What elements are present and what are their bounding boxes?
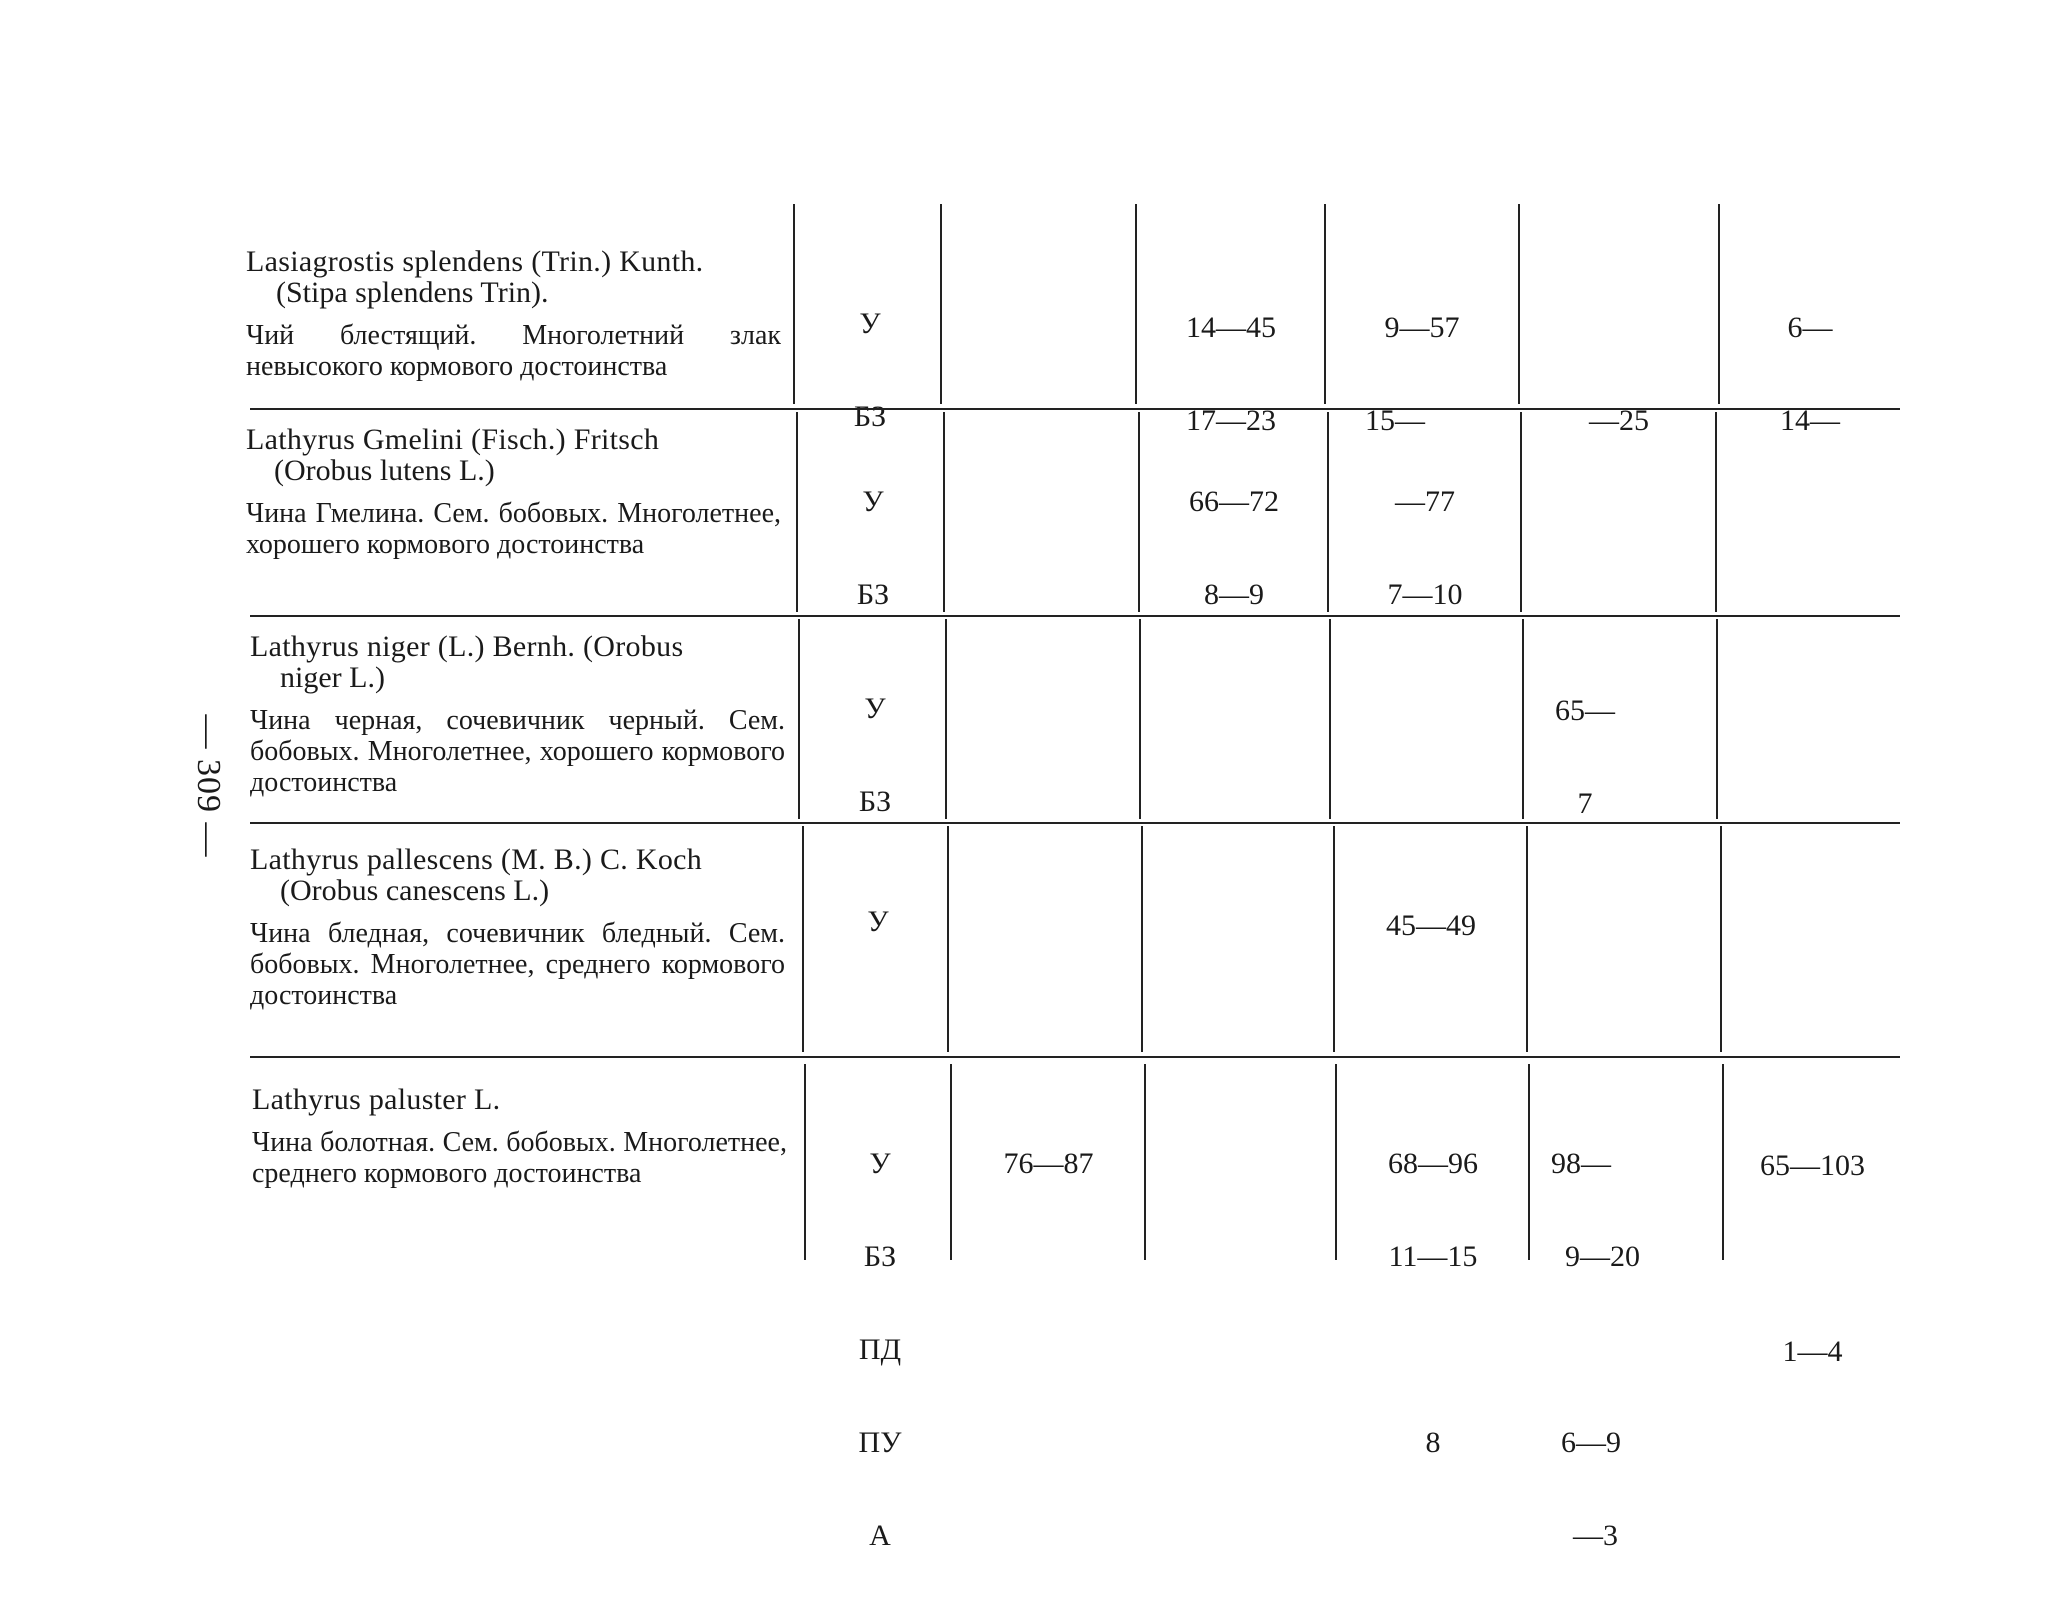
column-divider — [1135, 204, 1137, 404]
page-number: — 309 — — [190, 714, 227, 858]
column-divider — [1716, 619, 1718, 819]
zone-code: А — [869, 1519, 891, 1552]
zone-code: БЗ — [853, 400, 887, 433]
zone-code: БЗ — [858, 785, 892, 818]
zone-code: У — [869, 1147, 891, 1180]
column-divider — [940, 204, 942, 404]
species-description — [246, 246, 781, 382]
russian-description: Чина Гмелина. Сем. бобовых. Многолетнее, хорошего кормового достоинства — [246, 498, 781, 560]
column-divider — [1335, 1064, 1337, 1260]
value: 65— — [1555, 694, 1615, 727]
russian-description: Чий блестящий. Многолетний злак невысокого кормового достоинства — [246, 320, 781, 382]
column-divider — [1722, 1064, 1724, 1260]
value — [1531, 1334, 1722, 1365]
latin-name: Lathyrus pallescens (M. B.) C. Koch — [250, 843, 703, 876]
value: 8 — [1425, 1426, 1441, 1459]
value: 66—72 — [1189, 485, 1279, 518]
column-divider — [1329, 619, 1331, 819]
species-description — [252, 1084, 787, 1189]
latin-synonym: niger L.) — [280, 661, 385, 694]
column-divider — [1138, 412, 1140, 612]
value: 76—87 — [1003, 1147, 1094, 1180]
column-divider — [1720, 826, 1722, 1052]
column-divider — [943, 412, 945, 612]
value: 8—9 — [1204, 578, 1264, 611]
zone-code: БЗ — [856, 578, 890, 611]
value: 98— — [1551, 1147, 1611, 1180]
zone-code: У — [862, 485, 884, 518]
zone-code: У — [859, 307, 881, 340]
table-row — [240, 824, 1900, 1054]
column-divider — [1324, 204, 1326, 404]
latin-synonym: (Stipa splendens Trin). — [276, 276, 549, 309]
column-divider — [1520, 412, 1522, 612]
zone-code: БЗ — [863, 1240, 897, 1273]
column-divider — [1144, 1064, 1146, 1260]
zone-cell — [808, 844, 948, 999]
column-divider — [1526, 826, 1528, 1052]
column-divider — [796, 412, 798, 612]
column-divider — [1139, 619, 1141, 819]
value: 9—20 — [1565, 1240, 1640, 1273]
value-cell — [1725, 1088, 1900, 1429]
value: 6— — [1787, 311, 1833, 344]
table-row — [240, 1058, 1900, 1552]
value: 65—103 — [1760, 1149, 1865, 1182]
zone-cell — [810, 1086, 950, 1613]
column-divider — [1715, 412, 1717, 612]
column-divider — [1333, 826, 1335, 1052]
value: 14—45 — [1186, 311, 1276, 344]
species-description — [250, 631, 785, 798]
zone-code: У — [867, 905, 889, 938]
russian-description: Чина черная, сочевичник черный. Сем. бобовых. Многолетнее, хорошего кормового достоинства — [250, 705, 785, 798]
latin-name: Lathyrus niger (L.) Bernh. (Orobus — [250, 630, 684, 663]
value-cell — [953, 1086, 1144, 1241]
column-divider — [804, 1064, 806, 1260]
value: 7 — [1577, 787, 1593, 820]
value: 7—10 — [1387, 578, 1463, 611]
table-row — [240, 617, 1900, 822]
value: —77 — [1395, 485, 1455, 518]
column-divider — [1718, 204, 1720, 404]
species-description — [250, 844, 785, 1011]
zone-code: ПД — [858, 1333, 902, 1366]
value: 1—4 — [1782, 1335, 1843, 1368]
latin-synonym: (Orobus lutens L.) — [274, 454, 495, 487]
zone-code: У — [864, 692, 886, 725]
value-cell — [1531, 1086, 1722, 1613]
column-divider — [1327, 412, 1329, 612]
value: 9—57 — [1384, 311, 1460, 344]
table-row — [240, 200, 1900, 437]
column-divider — [1518, 204, 1520, 404]
species-table — [240, 200, 1900, 1552]
value: —25 — [1589, 404, 1649, 437]
column-divider — [1528, 1064, 1530, 1260]
column-divider — [802, 826, 804, 1052]
column-divider — [798, 619, 800, 819]
value: 17—23 — [1186, 404, 1276, 437]
column-divider — [1141, 826, 1143, 1052]
value: —3 — [1573, 1519, 1618, 1552]
value — [1521, 312, 1717, 343]
zone-code: ПУ — [858, 1426, 902, 1459]
latin-name: Lathyrus paluster L. — [252, 1083, 501, 1116]
column-divider — [1522, 619, 1524, 819]
value: 6—9 — [1561, 1426, 1621, 1459]
value: 45—49 — [1386, 909, 1476, 942]
value: 14— — [1780, 404, 1840, 437]
latin-name: Lathyrus Gmelini (Fisch.) Fritsch — [246, 423, 660, 456]
value: 68—96 — [1388, 1147, 1478, 1180]
value: 15— — [1365, 404, 1425, 437]
species-description — [246, 424, 781, 560]
latin-synonym: (Orobus canescens L.) — [280, 874, 550, 907]
value — [1338, 1334, 1528, 1365]
table-row — [240, 410, 1900, 615]
column-divider — [945, 619, 947, 819]
value: 11—15 — [1388, 1240, 1478, 1273]
value-cell — [1338, 1086, 1528, 1520]
column-divider — [793, 204, 795, 404]
russian-description: Чина бледная, сочевичник бледный. Сем. бобовых. Многолетнее, среднего кормового достоинства — [250, 918, 785, 1011]
value-cell — [1336, 848, 1526, 1003]
latin-name: Lasiagrostis splendens (Trin.) Kunth. — [246, 245, 704, 278]
value — [1725, 1243, 1900, 1274]
column-divider — [950, 1064, 952, 1260]
russian-description: Чина болотная. Сем. бобовых. Многолетнее, среднего кормового достоинства — [252, 1127, 787, 1189]
